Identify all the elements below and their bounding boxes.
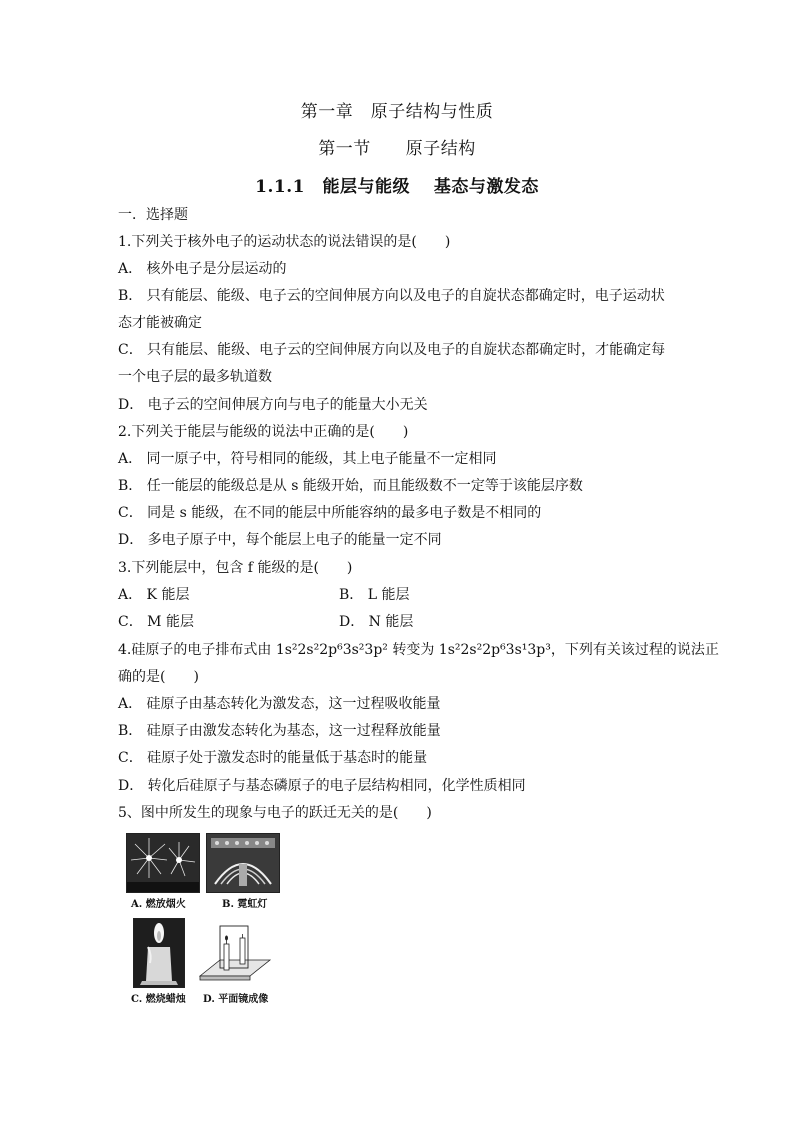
q2-option-d: D． 多电子原子中，每个能层上电子的能量一定不同 xyxy=(118,532,442,548)
q4-option-a: A． 硅原子由基态转化为激发态，这一过程吸收能量 xyxy=(118,696,441,712)
q1-option-b-line2: 态才能被确定 xyxy=(118,315,202,331)
part-title: 一．选择题 xyxy=(118,207,188,223)
q4-stem-line1 xyxy=(118,640,719,660)
plane-mirror-image xyxy=(198,918,272,986)
q3-option-b: B． L 能层 xyxy=(339,587,410,603)
q4-option-b: B． 硅原子由激发态转化为基态，这一过程释放能量 xyxy=(118,723,441,739)
q4-option-c: C． 硅原子处于激发态时的能量低于基态时的能量 xyxy=(118,750,428,766)
q1-option-c-line2: 一个电子层的最多轨道数 xyxy=(118,369,272,385)
q2-stem: 2.下列关于能层与能级的说法中正确的是( ) xyxy=(118,424,409,440)
chapter-title: 第一章 原子结构与性质 xyxy=(300,102,494,122)
q4-config-excited: 1s²2s²2p⁶3s¹3p³ xyxy=(438,642,551,658)
q4-option-d: D． 转化后硅原子与基态磷原子的电子层结构相同，化学性质相同 xyxy=(118,778,526,794)
q4-config-ground: 1s²2s²2p⁶3s²3p² xyxy=(275,642,388,658)
q3-stem: 3.下列能层中，包含 f 能级的是( ) xyxy=(118,560,353,576)
lesson-title: 1.1.1 能层与能级 基态与激发态 xyxy=(255,177,539,197)
q3-option-c: C． M 能层 xyxy=(118,614,194,630)
figure-b-caption: B. 霓虹灯 xyxy=(222,899,268,910)
section-title: 第一节 原子结构 xyxy=(318,139,476,159)
q2-option-b: B． 任一能层的能级总是从 s 能级开始，而且能级数不一定等于该能层序数 xyxy=(118,478,583,494)
neon-light-image xyxy=(206,833,280,893)
q1-option-c-line1: C． 只有能层、能级、电子云的空间伸展方向以及电子的自旋状态都确定时，才能确定每 xyxy=(118,342,666,358)
fireworks-image xyxy=(126,833,200,893)
figure-d-caption: D. 平面镜成像 xyxy=(203,994,269,1005)
q2-option-a: A． 同一原子中，符号相同的能级，其上电子能量不一定相同 xyxy=(118,451,497,467)
q1-option-b-line1: B． 只有能层、能级、电子云的空间伸展方向以及电子的自旋状态都确定时，电子运动状 xyxy=(118,288,665,304)
candle-image xyxy=(133,918,185,988)
q2-option-c: C． 同是 s 能级，在不同的能层中所能容纳的最多电子数是不相同的 xyxy=(118,505,542,521)
figure-c-caption: C. 燃烧蜡烛 xyxy=(131,994,186,1005)
q1-option-a: A． 核外电子是分层运动的 xyxy=(118,261,287,277)
q3-option-d: D． N 能层 xyxy=(339,614,414,630)
q4-stem-line2: 确的是( ) xyxy=(118,669,199,685)
q3-option-a: A． K 能层 xyxy=(118,587,190,603)
q4-stem-mid: 转变为 xyxy=(387,642,439,658)
q5-stem: 5、图中所发生的现象与电子的跃迁无关的是( ) xyxy=(118,805,432,821)
q4-stem-post: ，下列有关该过程的说法正 xyxy=(550,642,719,658)
q4-stem-pre: 4.硅原子的电子排布式由 xyxy=(118,642,276,658)
figure-a-caption: A. 燃放烟火 xyxy=(131,899,186,910)
q1-option-d: D． 电子云的空间伸展方向与电子的能量大小无关 xyxy=(118,397,428,413)
q1-stem: 1.下列关于核外电子的运动状态的说法错误的是( ) xyxy=(118,234,451,250)
